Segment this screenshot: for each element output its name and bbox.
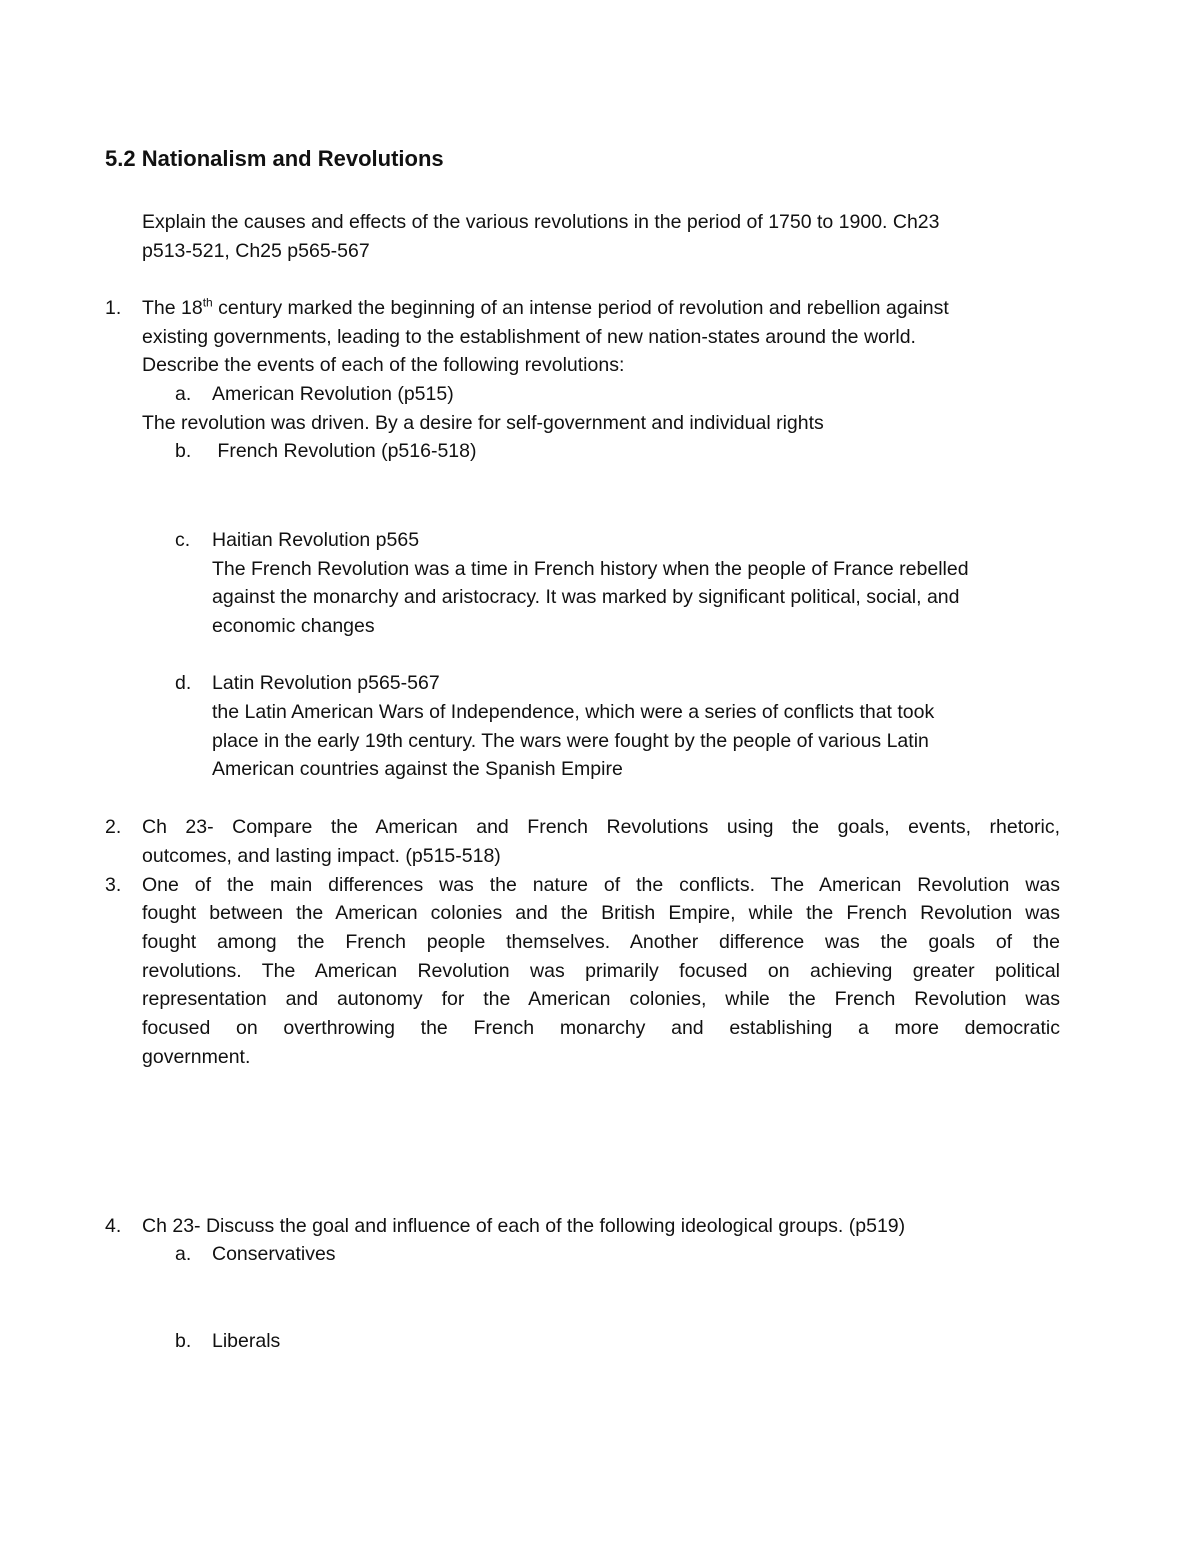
question-text: outcomes, and lasting impact. (p515-518) [142,845,501,867]
answer-text: American countries against the Spanish Empire [212,758,623,780]
list-letter: b. [175,440,192,462]
answer-text: The revolution was driven. By a desire for self-government and individual rights [142,412,824,434]
question-text: The 18th century marked the beginning of an intense period of revolution and rebellion against [142,295,949,319]
intro-line: Explain the causes and effects of the various revolutions in the period of 1750 to 1900. Ch23 [142,211,940,233]
answer-text: focused on overthrowing the French monarchy and establishing a more democratic [142,1017,1060,1039]
question-number: 1. [105,297,122,319]
page-title: 5.2 Nationalism and Revolutions [105,146,444,171]
question-number: 3. [105,874,122,896]
question-text: Ch 23- Compare the American and French Revolutions using the goals, events, rhetoric, [142,816,1060,838]
list-letter: a. [175,1243,192,1265]
question-text: Ch 23- Discuss the goal and influence of each of the following ideological groups. (p519) [142,1215,906,1237]
answer-text: the Latin American Wars of Independence, which were a series of conflicts that took [212,701,935,723]
question-number: 4. [105,1215,122,1237]
answer-text: fought between the American colonies and the British Empire, while the French Revolution was [142,902,1060,924]
subitem-label: Haitian Revolution p565 [212,529,420,551]
answer-text: representation and autonomy for the American colonies, while the French Revolution was [142,988,1060,1010]
answer-text: place in the early 19th century. The wars were fought by the people of various Latin [212,730,929,752]
answer-text: economic changes [212,615,375,637]
question-number: 2. [105,816,122,838]
list-letter: b. [175,1330,192,1352]
subitem-label: Liberals [212,1330,281,1352]
answer-text: The French Revolution was a time in French history when the people of France rebelled [212,558,969,580]
subitem-label: American Revolution (p515) [212,383,454,405]
question-text: Describe the events of each of the following revolutions: [142,354,625,376]
list-letter: d. [175,672,192,694]
answer-text: against the monarchy and aristocracy. It was marked by significant political, social, and [212,586,960,608]
intro-line: p513-521, Ch25 p565-567 [142,240,370,262]
answer-text: government. [142,1046,251,1068]
subitem-label: Conservatives [212,1243,336,1265]
answer-text: revolutions. The American Revolution was primarily focused on achieving greater political [142,960,1060,982]
subitem-label: Latin Revolution p565-567 [212,672,440,694]
question-text: existing governments, leading to the establishment of new nation-states around the world. [142,326,916,348]
subitem-label: French Revolution (p516-518) [212,440,477,462]
list-letter: c. [175,529,191,551]
answer-text: One of the main differences was the nature of the conflicts. The American Revolution was [142,874,1060,896]
list-letter: a. [175,383,192,405]
answer-text: fought among the French people themselves. Another difference was the goals of the [142,931,1060,953]
